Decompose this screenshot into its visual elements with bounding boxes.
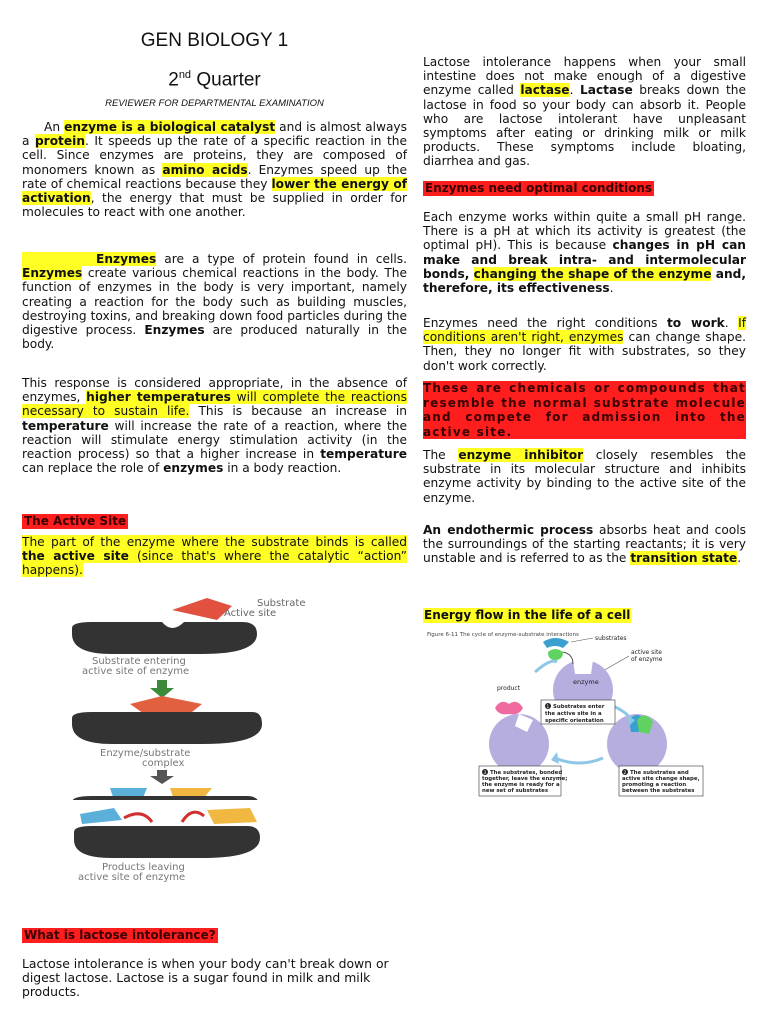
svg-text:substrates: substrates bbox=[595, 635, 627, 642]
svg-text:1: 1 bbox=[546, 705, 550, 710]
svg-text:The substrates, bonded: The substrates, bonded bbox=[490, 770, 563, 776]
paragraph-lactose-definition: Lactose intolerance is when your body can't break down or digest lactose. Lactose is a sugar found in milk and milk products. bbox=[22, 956, 389, 1000]
paragraph-lactase: Lactose intolerance happens when your small intestine does not make enough of a digestive enzyme called lactase. Lactase breaks down the lactose in food so your body can absorb it. People who are lactose intolerant have unpleasant symptoms after eating or drinking milk or milk products. These symptoms include bloating, diarrhea and gas. bbox=[423, 55, 746, 169]
document-subtitle: REVIEWER FOR DEPARTMENTAL EXAMINATION bbox=[105, 98, 324, 109]
heading-energy-flow: Energy flow in the life of a cell bbox=[424, 608, 631, 622]
svg-text:Substrates enter: Substrates enter bbox=[553, 704, 605, 710]
heading-active-site: The Active Site bbox=[24, 514, 127, 528]
enzyme-cycle-figure bbox=[423, 628, 737, 804]
svg-text:between the substrates: between the substrates bbox=[622, 788, 695, 794]
paragraph-temperature: This response is considered appropriate, in the absence of enzymes, higher temperatures will complete the reactions necessary to sustain life. This is because an increase in temperature will increase the rate of a reaction, where the reaction will stimulate energy stimulation activity (in the reaction process) so that a higher increase in temperature can replace the role of enzymes in a body reaction. bbox=[22, 376, 407, 476]
paragraph-right-conditions: Enzymes need the right conditions to work. If conditions aren't right, enzymes can change shape. Then, they no longer fit with substrates, so they don't work correctly. bbox=[423, 316, 746, 373]
svg-text:of enzyme: of enzyme bbox=[631, 656, 663, 663]
svg-text:specific orientation: specific orientation bbox=[545, 718, 604, 724]
svg-text:enzyme: enzyme bbox=[573, 678, 599, 686]
svg-text:Figure 6-11 The cycle of enzym: Figure 6-11 The cycle of enzyme-substrate interactions bbox=[427, 632, 579, 638]
svg-text:3: 3 bbox=[483, 771, 487, 776]
svg-text:product: product bbox=[497, 685, 521, 692]
paragraph-enzyme-definition: An enzyme is a biological catalyst and is almost always a protein. It speeds up the rate of a specific reaction in the cell. Since enzymes are proteins, they are composed of monomers known as amino acids. Enzymes speed up the rate of chemical reactions because they lower the energy of activation, the energy that must be supplied in order for molecules to react with one another. bbox=[22, 120, 407, 220]
svg-text:together, leave the enzyme;: together, leave the enzyme; bbox=[482, 776, 568, 782]
svg-text:Active site: Active site bbox=[224, 608, 277, 619]
enzyme-products-diagram bbox=[52, 800, 352, 882]
enzyme-shape-1 bbox=[72, 622, 257, 654]
svg-text:Enzyme/substrate: Enzyme/substrate bbox=[100, 748, 191, 759]
paragraph-active-site: The part of the enzyme where the substrate binds is called the active site (since that's where the catalytic “action” happens). bbox=[22, 535, 407, 578]
svg-text:Products leaving: Products leaving bbox=[102, 862, 185, 873]
heading-optimal-conditions: Enzymes need optimal conditions bbox=[425, 181, 653, 195]
svg-text:active site: active site bbox=[631, 649, 662, 656]
quarter-heading: 2nd Quarter bbox=[168, 69, 261, 91]
svg-text:The substrates and: The substrates and bbox=[630, 770, 689, 776]
svg-text:active site of enzyme: active site of enzyme bbox=[82, 666, 190, 677]
svg-text:the active site in a: the active site in a bbox=[545, 711, 602, 717]
enzyme-shape-4 bbox=[74, 826, 260, 858]
paragraph-endothermic: An endothermic process absorbs heat and cools the surroundings of the starting reactants; it is very unstable and is referred to as the transition state. bbox=[423, 523, 746, 566]
paragraph-enzyme-inhibitor: The enzyme inhibitor closely resembles the substrate in its molecular structure and inhibits enzyme activity by binding to the active site of the enzyme. bbox=[423, 448, 747, 505]
svg-text:Substrate: Substrate bbox=[257, 598, 306, 609]
svg-text:active site of enzyme: active site of enzyme bbox=[78, 872, 186, 882]
svg-text:the enzyme is ready for a: the enzyme is ready for a bbox=[482, 782, 560, 788]
svg-text:2: 2 bbox=[623, 771, 627, 776]
inhibitor-definition-block: These are chemicals or compounds that resemble the normal substrate molecule and compete for admission into the active site. bbox=[423, 381, 746, 439]
paragraph-ph: Each enzyme works within quite a small pH range. There is a pH at which its activity is greatest (the optimal pH). This is because changes in pH can make and break intra- and intermolecular bonds, changing the shape of the enzyme and, therefore, its effectiveness. bbox=[423, 210, 747, 296]
paragraph-enzymes-in-body: Enzymes are a type of protein found in cells. Enzymes create various chemical reactions in the body. The function of enzymes in the body is very important, namely creating a reaction for the body such as building muscles, destroying toxins, and breaking down food particles during the digestive process. Enzymes are produced naturally in the body. bbox=[22, 252, 407, 352]
heading-lactose-intolerance: What is lactose intolerance? bbox=[24, 928, 216, 942]
svg-text:new set of substrates: new set of substrates bbox=[482, 788, 549, 794]
enzyme-shape-2 bbox=[72, 712, 262, 744]
svg-text:complex: complex bbox=[142, 758, 185, 769]
svg-text:Substrate entering: Substrate entering bbox=[92, 656, 186, 667]
document-title: GEN BIOLOGY 1 bbox=[140, 30, 289, 51]
svg-text:active site change shape,: active site change shape, bbox=[622, 776, 700, 782]
svg-text:promoting a reaction: promoting a reaction bbox=[622, 782, 687, 788]
